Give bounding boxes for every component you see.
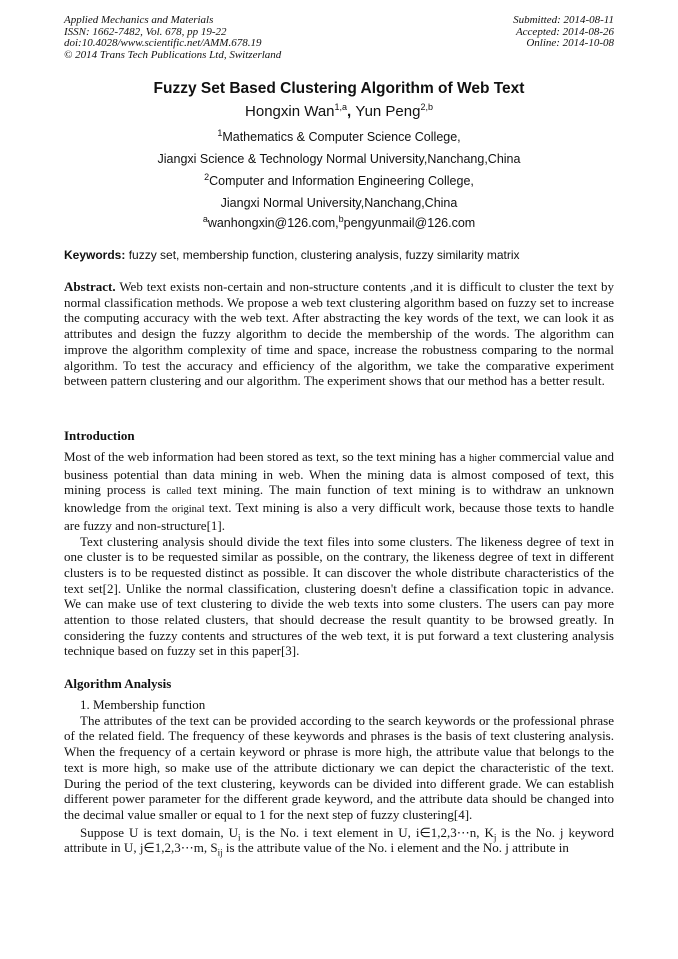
- affiliation-1-sup: 1: [217, 127, 223, 138]
- email-line: [0, 213, 678, 230]
- membership-subheading: 1. Membership function: [80, 697, 206, 712]
- intro-paragraph-2: Text clustering analysis should divide the text files into some clusters. The likeness degree of text in one cluster is to be requested similar as possible, on the contrary, the likeness degree of text in different clusters is to be requested distinct as possible. It can discover the whole distribute characteristics of the text set[2]. Unlike the normal classification, clustering doesn't define a classification topic in advance. We can make use of text clustering to divide the web texts into some clusters. The users can pay more attention to those related clusters, that should decrease the result quantity to be browsed greatly. In considering the fuzzy contents and structures of the web text, it is put forward a text clustering analysis technique based on fuzzy set in this paper[3].: [64, 533, 614, 659]
- intro-paragraph-1: Most of the web information had been stored as text, so the text mining has a higher commercial value and business potential than data mining in web. When the mining data is almost composed of text, this mining process is called text mining. The main function of text mining is to withdraw an unknown knowledge from the original text. Text mining is also a very difficult work, because those texts to handle are fuzzy and non-structure[1].: [64, 449, 615, 533]
- affiliation-1-text: Mathematics & Computer Science College,: [222, 130, 461, 144]
- affiliation-2-line2: Jiangxi Normal University,Nanchang,China: [220, 196, 458, 210]
- affiliation-2-sup: 2: [204, 171, 210, 182]
- introduction-heading: Introduction: [64, 428, 135, 443]
- author-separator: ,: [347, 103, 356, 120]
- journal-name: Applied Mechanics and Materials: [64, 14, 214, 26]
- algorithm-heading: Algorithm Analysis: [64, 676, 172, 691]
- email-a-sup: a: [202, 213, 208, 224]
- author-2-sup: 2,b: [420, 102, 433, 112]
- email-b: pengyunmail@126.com: [343, 216, 476, 230]
- author-1-sup: 1,a: [334, 102, 348, 112]
- affiliation-1-line1: [0, 127, 678, 144]
- algorithm-body: [64, 697, 614, 856]
- submitted-date: Submitted: 2014-08-11: [513, 14, 614, 26]
- algorithm-paragraph-2: Suppose U is text domain, $U_i$ is the No. i text element in U, i∈1,2,3⋯n, $K_j$ is the No. j keyword attribute in U, j∈1,2,3⋯m, $S_{ij}$ is the attribute value of the No. i element and the No. j attribute in: [64, 824, 614, 858]
- accepted-date: Accepted: 2014-08-26: [515, 25, 614, 38]
- journal-doi: doi:10.4028/www.scientific.net/AMM.678.19: [64, 37, 262, 49]
- author-2: Yun Peng: [355, 103, 421, 120]
- journal-header: [64, 15, 281, 61]
- author-1: Hongxin Wan: [245, 103, 335, 120]
- dates-header: [513, 15, 614, 50]
- introduction-body: [64, 449, 614, 659]
- affiliation-2-line1: [0, 171, 678, 188]
- email-a: wanhongxin@126.com,: [207, 216, 339, 230]
- author-line: [0, 103, 678, 120]
- keywords-text: fuzzy set, membership function, clustering analysis, fuzzy similarity matrix: [125, 248, 520, 262]
- journal-copyright: © 2014 Trans Tech Publications Ltd, Switzerland: [64, 48, 282, 61]
- abstract-label: Abstract.: [64, 279, 116, 294]
- affiliation-2-text: Computer and Information Engineering College,: [209, 174, 474, 188]
- algorithm-paragraph-1: The attributes of the text can be provided according to the search keywords or the professional phrase of the related field. The frequency of these keywords and phrases is the basis of text clustering analysis. When the frequency of a certain keyword or phrase is more high, the attribute value that belongs to the text is more high, so make use of the attribute dictionary we can depict the characteristic of the text. During the period of the text clustering, keywords can be divided into different grade. We can establish different power parameter for the different grade keyword, and the attribute data should be changed into the decimal value smaller or equal to 1 for the next step of fuzzy clustering[4].: [64, 712, 614, 822]
- abstract-text: Web text exists non-certain and non-structure contents ,and it is difficult to cluster the text by normal classification methods. We propose a web text clustering algorithm based on fuzzy set to increase the computing accuracy with the web text. After abstracting the key words of the text, we can look it as attributes and design the fuzzy algorithm to decide the membership of the words. The algorithm can improve the algorithm complexity of time and space, increase the robustness comparing to the normal algorithm. To test the accuracy and efficiency of the algorithm, we take the comparative experiment between pattern clustering and our algorithm. The experiment shows that our method has a better result.: [64, 279, 614, 389]
- online-date: Online: 2014-10-08: [526, 37, 614, 49]
- paper-title: Fuzzy Set Based Clustering Algorithm of Web Text: [153, 80, 525, 97]
- affiliation-1-line2: Jiangxi Science & Technology Normal University,Nanchang,China: [157, 152, 521, 166]
- keywords-label: Keywords:: [64, 248, 126, 262]
- keywords: [64, 248, 614, 262]
- email-b-sup: b: [338, 213, 344, 224]
- journal-issn: ISSN: 1662-7482, Vol. 678, pp 19-22: [64, 25, 227, 38]
- abstract: [64, 279, 614, 389]
